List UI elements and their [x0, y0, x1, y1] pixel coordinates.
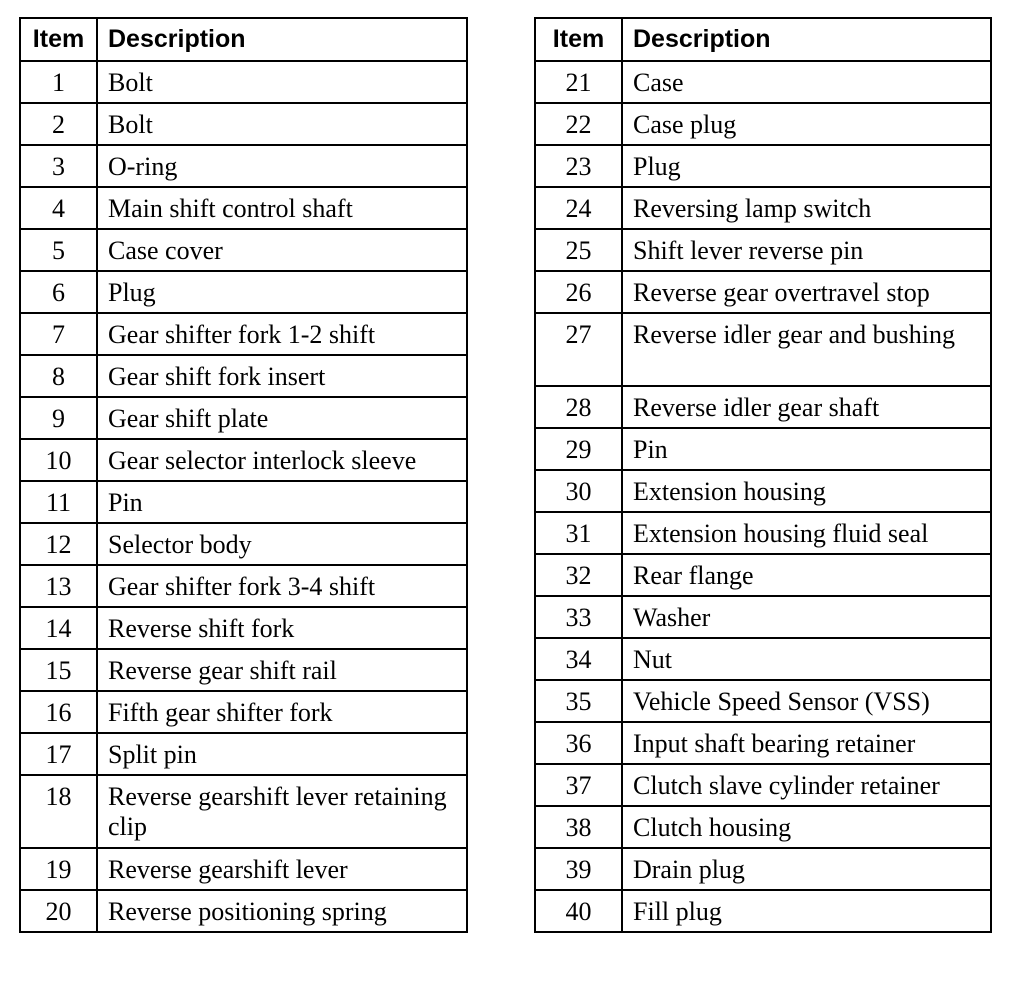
item-description-cell: Gear selector interlock sleeve	[97, 439, 467, 481]
table-row	[20, 649, 467, 691]
item-description-cell: Plug	[97, 271, 467, 313]
item-number-cell: 8	[20, 355, 97, 397]
table-row	[20, 523, 467, 565]
table-row	[20, 103, 467, 145]
table-row	[535, 187, 991, 229]
item-description-cell: Pin	[622, 428, 991, 470]
table-row	[535, 145, 991, 187]
table-row	[20, 439, 467, 481]
item-number-cell: 36	[535, 722, 622, 764]
item-description-cell: Reverse gear shift rail	[97, 649, 467, 691]
item-description-cell: Split pin	[97, 733, 467, 775]
item-description-cell: Gear shifter fork 3-4 shift	[97, 565, 467, 607]
item-description-cell: Washer	[622, 596, 991, 638]
item-description-cell: Fifth gear shifter fork	[97, 691, 467, 733]
item-number-cell: 30	[535, 470, 622, 512]
item-description-cell: Gear shift plate	[97, 397, 467, 439]
table-row	[535, 470, 991, 512]
item-description-cell: Fill plug	[622, 890, 991, 932]
item-description-cell: Reverse positioning spring	[97, 890, 467, 932]
item-description-cell: O-ring	[97, 145, 467, 187]
table-row	[20, 607, 467, 649]
table-row	[20, 481, 467, 523]
item-number-cell: 18	[20, 775, 97, 848]
parts-table-left-body	[20, 61, 467, 932]
item-number-cell: 34	[535, 638, 622, 680]
table-header-row	[535, 18, 991, 61]
table-row	[20, 397, 467, 439]
item-number-cell: 2	[20, 103, 97, 145]
table-row	[20, 61, 467, 103]
item-description-cell: Extension housing fluid seal	[622, 512, 991, 554]
item-description-cell: Bolt	[97, 61, 467, 103]
item-number-cell: 15	[20, 649, 97, 691]
table-row	[20, 890, 467, 932]
item-description-cell: Drain plug	[622, 848, 991, 890]
item-description-cell: Reverse shift fork	[97, 607, 467, 649]
table-row	[535, 722, 991, 764]
item-number-cell: 11	[20, 481, 97, 523]
item-description-cell: Reverse idler gear shaft	[622, 386, 991, 428]
table-row	[20, 691, 467, 733]
item-description-cell: Selector body	[97, 523, 467, 565]
item-number-cell: 32	[535, 554, 622, 596]
item-description-cell: Case cover	[97, 229, 467, 271]
item-number-cell: 26	[535, 271, 622, 313]
table-row	[20, 848, 467, 890]
table-row	[20, 187, 467, 229]
table-row	[535, 890, 991, 932]
item-number-cell: 9	[20, 397, 97, 439]
item-number-cell: 31	[535, 512, 622, 554]
parts-table-right	[534, 17, 992, 933]
table-row	[20, 145, 467, 187]
table-row	[20, 229, 467, 271]
item-number-cell: 38	[535, 806, 622, 848]
table-row	[20, 565, 467, 607]
table-row	[535, 229, 991, 271]
table-row	[20, 775, 467, 848]
item-number-cell: 20	[20, 890, 97, 932]
item-description-cell: Pin	[97, 481, 467, 523]
table-row	[535, 512, 991, 554]
item-number-cell: 4	[20, 187, 97, 229]
item-number-cell: 1	[20, 61, 97, 103]
item-description-cell: Gear shifter fork 1-2 shift	[97, 313, 467, 355]
table-row	[535, 103, 991, 145]
table-row	[535, 554, 991, 596]
table-row	[535, 596, 991, 638]
item-description-cell: Gear shift fork insert	[97, 355, 467, 397]
item-description-cell: Bolt	[97, 103, 467, 145]
item-number-cell: 10	[20, 439, 97, 481]
item-number-cell: 12	[20, 523, 97, 565]
item-description-cell: Input shaft bearing retainer	[622, 722, 991, 764]
table-row	[535, 386, 991, 428]
item-description-cell: Nut	[622, 638, 991, 680]
item-number-cell: 39	[535, 848, 622, 890]
item-number-cell: 19	[20, 848, 97, 890]
table-row	[535, 680, 991, 722]
item-number-cell: 17	[20, 733, 97, 775]
table-row	[535, 806, 991, 848]
parts-table-right-body	[535, 61, 991, 932]
item-description-cell: Extension housing	[622, 470, 991, 512]
item-number-cell: 13	[20, 565, 97, 607]
table-row	[535, 848, 991, 890]
item-number-cell: 27	[535, 313, 622, 386]
item-description-cell: Clutch housing	[622, 806, 991, 848]
item-number-cell: 6	[20, 271, 97, 313]
table-row	[20, 733, 467, 775]
table-row	[535, 271, 991, 313]
item-number-cell: 24	[535, 187, 622, 229]
item-number-cell: 28	[535, 386, 622, 428]
table-row	[535, 428, 991, 470]
table-row	[535, 764, 991, 806]
item-description-cell: Reversing lamp switch	[622, 187, 991, 229]
item-description-cell: Plug	[622, 145, 991, 187]
item-description-cell: Case plug	[622, 103, 991, 145]
table-row	[535, 638, 991, 680]
item-description-cell: Shift lever reverse pin	[622, 229, 991, 271]
item-number-cell: 3	[20, 145, 97, 187]
item-description-cell: Case	[622, 61, 991, 103]
parts-table-left	[19, 17, 468, 933]
item-number-cell: 22	[535, 103, 622, 145]
table-row	[20, 313, 467, 355]
item-number-cell: 21	[535, 61, 622, 103]
item-description-cell: Clutch slave cylinder retainer	[622, 764, 991, 806]
item-number-cell: 5	[20, 229, 97, 271]
item-description-cell: Reverse gearshift lever	[97, 848, 467, 890]
item-description-cell: Vehicle Speed Sensor (VSS)	[622, 680, 991, 722]
table-row	[535, 313, 991, 386]
item-description-cell: Reverse gearshift lever retaining clip	[97, 775, 467, 848]
item-description-cell: Main shift control shaft	[97, 187, 467, 229]
item-number-cell: 25	[535, 229, 622, 271]
item-column-header: Item	[20, 18, 97, 61]
item-number-cell: 29	[535, 428, 622, 470]
table-row	[20, 271, 467, 313]
item-number-cell: 35	[535, 680, 622, 722]
description-column-header: Description	[622, 18, 991, 61]
table-row	[20, 355, 467, 397]
item-number-cell: 23	[535, 145, 622, 187]
item-number-cell: 7	[20, 313, 97, 355]
item-column-header: Item	[535, 18, 622, 61]
table-header-row	[20, 18, 467, 61]
item-description-cell: Rear flange	[622, 554, 991, 596]
item-number-cell: 16	[20, 691, 97, 733]
item-description-cell: Reverse gear overtravel stop	[622, 271, 991, 313]
item-description-cell: Reverse idler gear and bushing	[622, 313, 991, 386]
item-number-cell: 33	[535, 596, 622, 638]
table-row	[535, 61, 991, 103]
description-column-header: Description	[97, 18, 467, 61]
item-number-cell: 40	[535, 890, 622, 932]
item-number-cell: 14	[20, 607, 97, 649]
item-number-cell: 37	[535, 764, 622, 806]
